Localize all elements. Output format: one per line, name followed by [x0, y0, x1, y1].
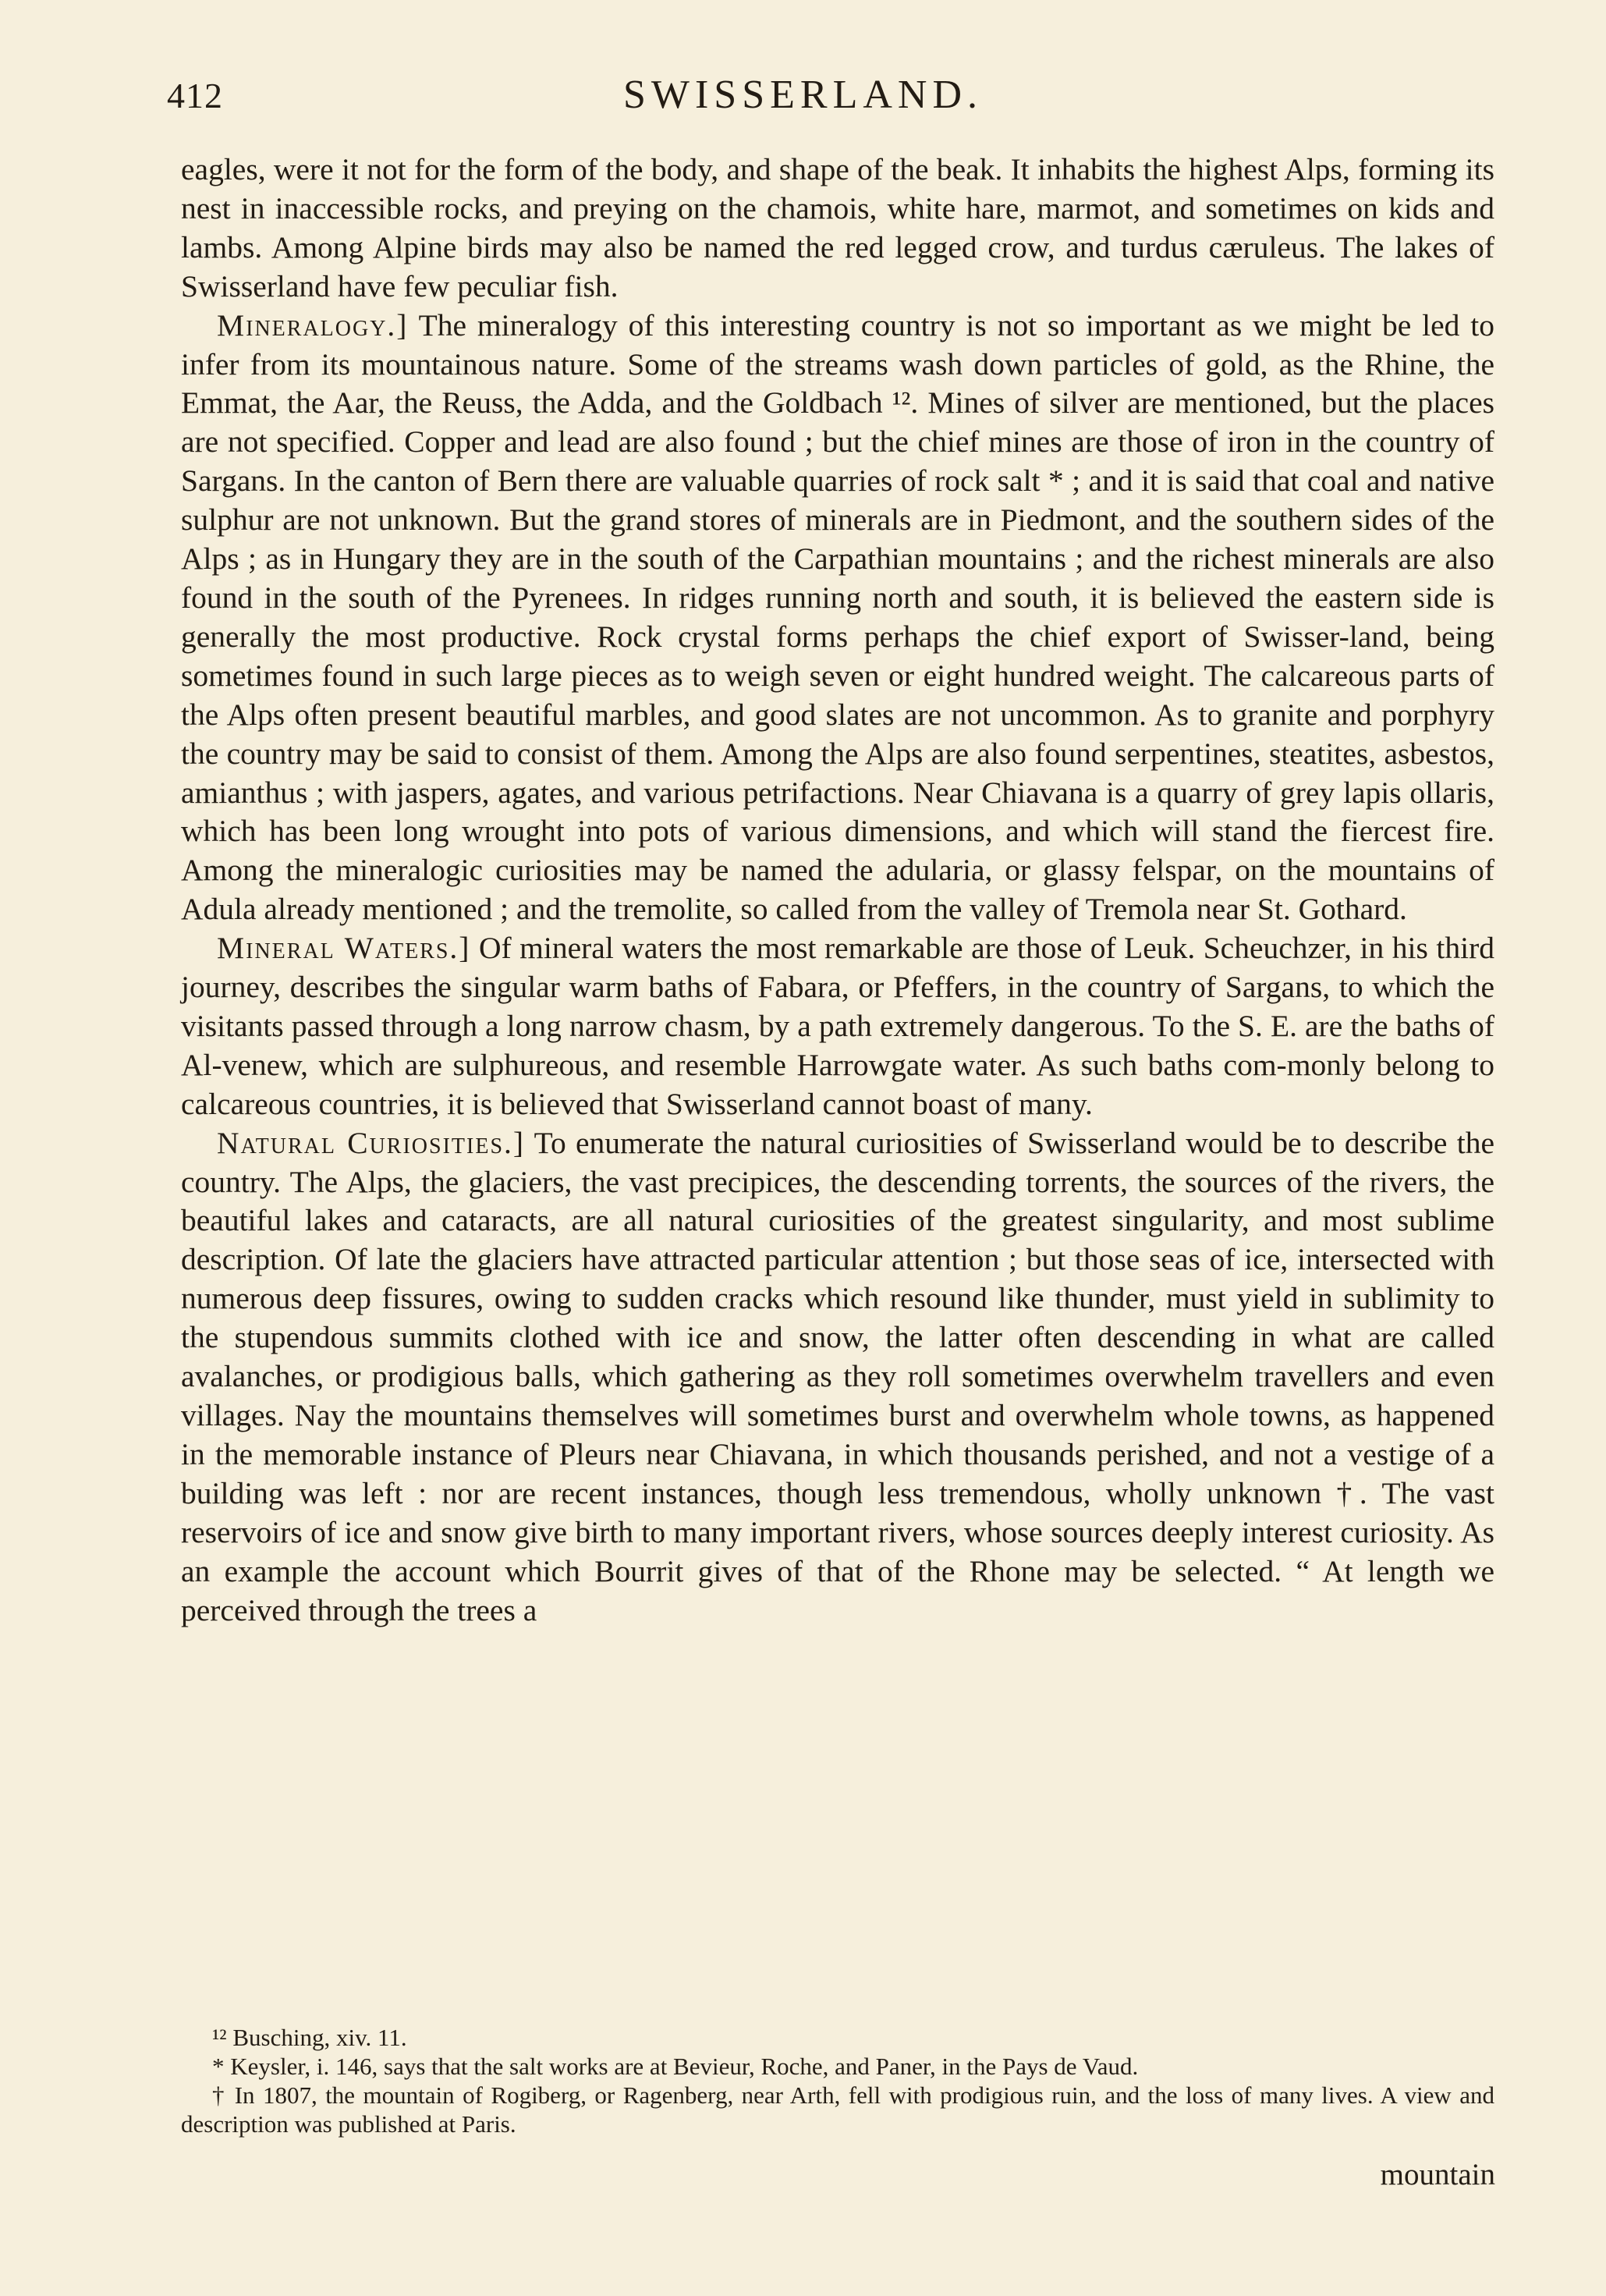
paragraph-mineral-waters: [181, 929, 1494, 1124]
running-title: SWISSERLAND.: [622, 73, 984, 117]
paragraph-text: To enumerate the natural curiosities of Swisserland would be to describe the country. The Alps, the glaciers, the vast precipices, the descending torrents, the sources of the rivers, the beautiful lakes and cataracts, are all natural curiosities of the greatest singularity, and most sublime description. Of late the glaciers have attracted particular attention ; but those seas of ice, intersected with numerous deep fissures, owing to sudden cracks which resound like thunder, must yield in sublimity to the stupendous summits clothed with ice and snow, the latter often descending in what are called avalanches, or prodigious balls, which gathering as they roll sometimes overwhelm travellers and even villages. Nay the mountains themselves will sometimes burst and overwhelm whole towns, as happened in the memorable instance of Pleurs near Chiavana, in which thousands perished, and not a vestige of a building was left : nor are recent instances, though less tremendous, wholly unknown †. The vast reservoirs of ice and snow give birth to many important rivers, whose sources deeply interest curiosity. As an example the account which Bourrit gives of that of the Rhone may be selected. “ At length we perceived through the trees a: [181, 1125, 1494, 1627]
footnote-busching: ¹² Busching, xiv. 11.: [212, 2024, 407, 2051]
section-heading-mineral-waters: Mineral Waters.]: [217, 931, 471, 966]
body-text: [181, 151, 1494, 1630]
paragraph-mineralogy: [181, 307, 1494, 930]
paragraph-text: The mineralogy of this interesting country is not so important as we might be led to infer from its mountainous nature. Some of the streams wash down particles of gold, as the Rhine, the Emmat, the Aar, the Reuss, the Adda, and the Goldbach ¹². Mines of silver are mentioned, but the places are not specified. Copper and lead are also found ; but the chief mines are those of iron in the country of Sargans. In the canton of Bern there are valuable quarries of rock salt * ; and it is said that coal and native sulphur are not unknown. But the grand stores of minerals are in Piedmont, and the southern sides of the Alps ; as in Hungary they are in the south of the Carpathian mountains ; and the richest minerals are also found in the south of the Pyrenees. In ridges running north and south, it is believed the eastern side is generally the most productive. Rock crystal forms perhaps the chief export of Swisser-land, being sometimes found in such large pieces as to weigh seven or eight hundred weight. The calcareous parts of the Alps often present beautiful marbles, and good slates are not uncommon. As to granite and porphyry the country may be said to consist of them. Among the Alps are also found serpentines, steatites, asbestos, amianthus ; with jaspers, agates, and various petrifactions. Near Chiavana is a quarry of grey lapis ollaris, which has been long wrought into pots of various dimensions, and which will stand the fiercest fire. Among the mineralogic curiosities may be named the adularia, or glassy felspar, on the mountains of Adula already mentioned ; and the tremolite, so called from the valley of Tremola near St. Gothard.: [181, 307, 1494, 927]
footnote-keysler: * Keysler, i. 146, says that the salt works are at Bevieur, Roche, and Paner, in the Pays de Vaud.: [212, 2053, 1139, 2080]
paragraph-birds: [181, 151, 1494, 307]
section-heading-natural-curiosities: Natural Curiosities.]: [217, 1125, 526, 1160]
page-number: 412: [167, 76, 223, 115]
catchword: mountain: [1380, 2158, 1495, 2191]
section-heading-mineralogy: Mineralogy.]: [217, 307, 409, 342]
footnotes: [181, 2023, 1494, 2138]
paragraph-natural-curiosities: [181, 1124, 1494, 1631]
paragraph-text: eagles, were it not for the form of the body, and shape of the beak. It inhabits the highest Alps, forming its nest in inaccessible rocks, and preying on the chamois, white hare, marmot, and sometimes on kids and lambs. Among Alpine birds may also be named the red legged crow, and turdus cæruleus. The lakes of Swisserland have few peculiar fish.: [181, 152, 1494, 303]
footnote-rogiberg: † In 1807, the mountain of Rogiberg, or Ragenberg, near Arth, fell with prodigious ruin, and the loss of many lives. A view and description was published at Paris.: [181, 2081, 1494, 2138]
paragraph-text: Of mineral waters the most remarkable are those of Leuk. Scheuchzer, in his third journey, describes the singular warm baths of Fabara, or Pfeffers, in the country of Sargans, to which the visitants passed through a long narrow chasm, by a path extremely dangerous. To the S. E. are the baths of Al-venew, which are sulphureous, and resemble Harrowgate water. As such baths com-monly belong to calcareous countries, it is believed that Swisserland cannot boast of many.: [181, 931, 1494, 1121]
